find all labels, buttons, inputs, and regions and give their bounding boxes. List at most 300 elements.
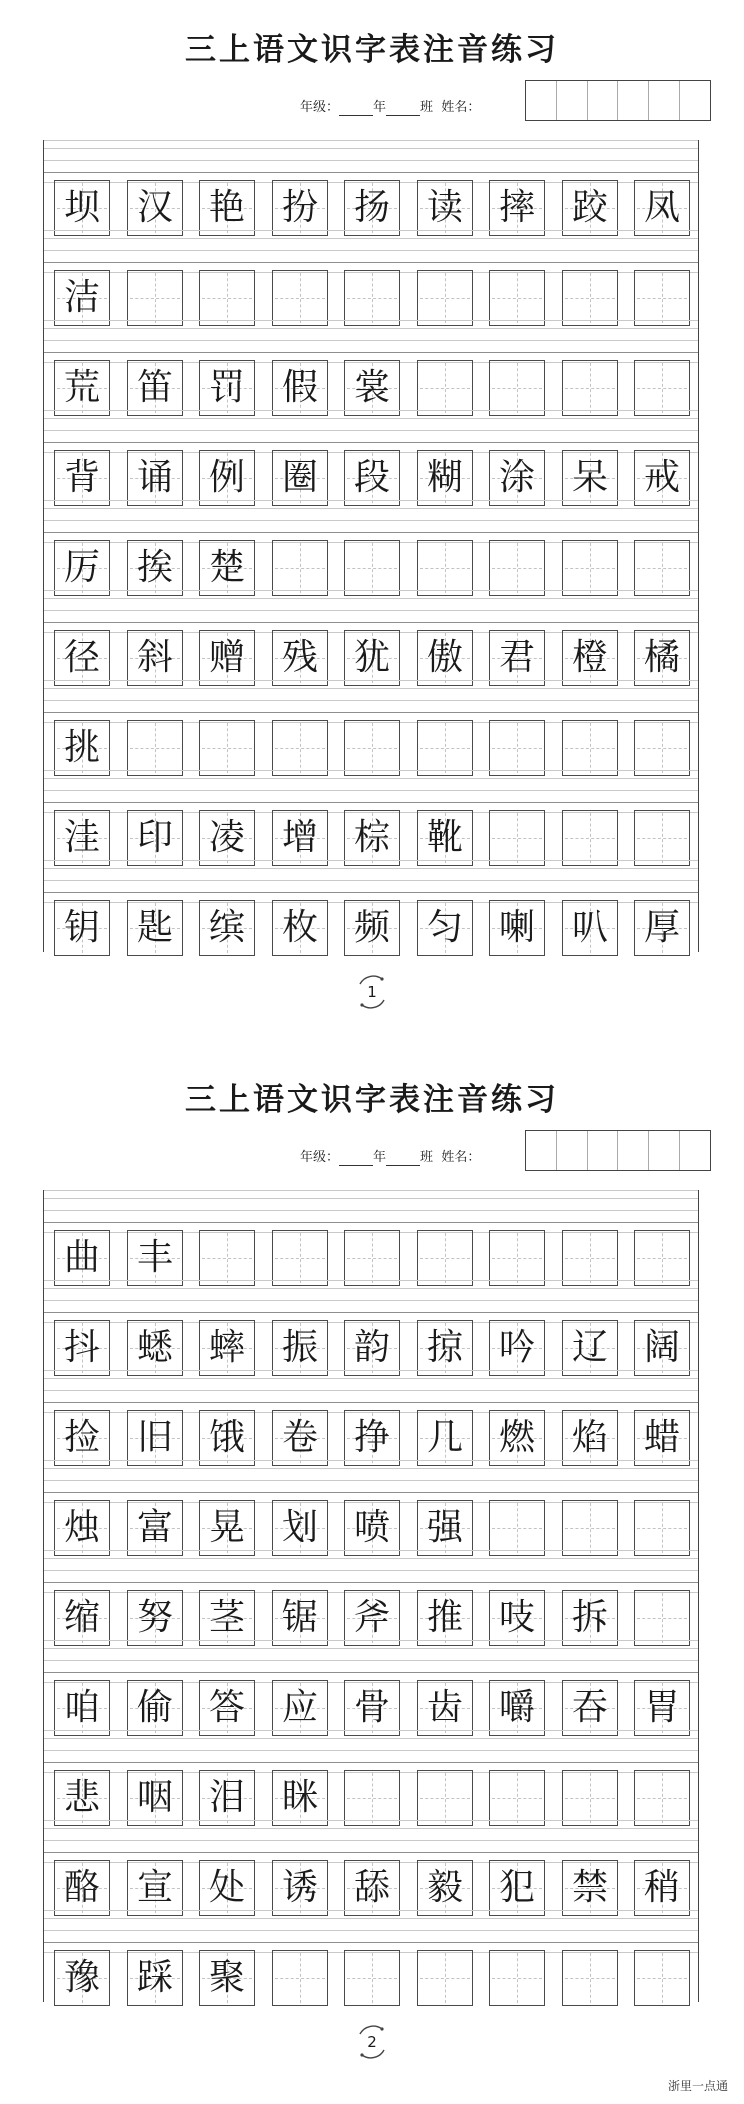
empty-character-cell[interactable] <box>562 270 618 326</box>
hanzi-character: 毅 <box>426 1867 463 1908</box>
hanzi-character: 叭 <box>571 907 608 948</box>
empty-character-cell[interactable] <box>489 1950 545 2006</box>
hanzi-character: 匀 <box>426 907 463 948</box>
pinyin-line <box>44 622 698 623</box>
hanzi-character: 凌 <box>208 817 245 858</box>
pinyin-line <box>44 1762 698 1763</box>
character-cell[interactable] <box>634 630 690 686</box>
name-box-cell[interactable] <box>588 1131 619 1170</box>
pinyin-line <box>44 1820 698 1821</box>
empty-character-cell[interactable] <box>489 1230 545 1286</box>
character-cell[interactable] <box>272 1680 328 1736</box>
character-cell[interactable] <box>489 1860 545 1916</box>
character-cell[interactable] <box>54 720 110 776</box>
pinyin-line <box>44 1190 698 1191</box>
pinyin-lines[interactable] <box>44 1730 698 1772</box>
character-cell[interactable] <box>54 270 110 326</box>
empty-character-cell[interactable] <box>562 1770 618 1826</box>
empty-character-cell[interactable] <box>562 1950 618 2006</box>
hanzi-character: 禁 <box>571 1867 608 1908</box>
pinyin-lines[interactable] <box>44 1460 698 1502</box>
pinyin-lines[interactable] <box>44 1370 698 1412</box>
character-cell[interactable] <box>54 1230 110 1286</box>
empty-character-cell[interactable] <box>562 360 618 416</box>
character-cell[interactable] <box>54 540 110 596</box>
character-cell[interactable] <box>489 630 545 686</box>
character-cell[interactable] <box>127 810 183 866</box>
character-cell[interactable] <box>54 1950 110 2006</box>
hanzi-character: 蜡 <box>643 1417 680 1458</box>
empty-character-cell[interactable] <box>272 720 328 776</box>
character-cell[interactable] <box>562 1860 618 1916</box>
empty-character-cell[interactable] <box>562 1230 618 1286</box>
tian-grid-horizontal <box>492 838 542 839</box>
empty-character-cell[interactable] <box>489 540 545 596</box>
character-cell[interactable] <box>199 1950 255 2006</box>
hanzi-character: 处 <box>208 1867 245 1908</box>
empty-character-cell[interactable] <box>127 270 183 326</box>
hanzi-character: 韵 <box>353 1327 390 1368</box>
character-cell[interactable] <box>562 450 618 506</box>
hanzi-character: 悲 <box>63 1777 100 1818</box>
empty-character-cell[interactable] <box>489 270 545 326</box>
character-cell[interactable] <box>54 1500 110 1556</box>
character-cell[interactable] <box>417 900 473 956</box>
empty-character-cell[interactable] <box>417 1230 473 1286</box>
empty-character-cell[interactable] <box>199 270 255 326</box>
empty-character-cell[interactable] <box>272 540 328 596</box>
character-cell[interactable] <box>489 1590 545 1646</box>
hanzi-character: 富 <box>136 1507 173 1548</box>
character-cell[interactable] <box>634 180 690 236</box>
character-cell[interactable] <box>127 180 183 236</box>
empty-character-cell[interactable] <box>634 1770 690 1826</box>
tian-grid-horizontal <box>492 1978 542 1979</box>
page-title: 三上语文识字表注音练习 <box>185 1082 559 1118</box>
empty-character-cell[interactable] <box>634 270 690 326</box>
hanzi-character: 洼 <box>63 817 100 858</box>
hanzi-character: 晃 <box>208 1507 245 1548</box>
tian-grid-horizontal <box>637 1798 687 1799</box>
pinyin-line <box>44 892 698 893</box>
character-cell[interactable] <box>417 450 473 506</box>
character-cell[interactable] <box>634 1860 690 1916</box>
character-row <box>54 360 690 416</box>
pinyin-line <box>44 1300 698 1301</box>
pinyin-line <box>44 1402 698 1403</box>
empty-character-cell[interactable] <box>417 720 473 776</box>
character-cell[interactable] <box>272 360 328 416</box>
character-cell[interactable] <box>634 1680 690 1736</box>
class-label: 班 <box>420 100 434 115</box>
hanzi-character: 几 <box>426 1417 463 1458</box>
hanzi-character: 茎 <box>208 1597 245 1638</box>
empty-character-cell[interactable] <box>634 360 690 416</box>
grade-blank[interactable] <box>339 102 373 116</box>
empty-character-cell[interactable] <box>489 360 545 416</box>
character-cell[interactable] <box>417 1500 473 1556</box>
pinyin-lines[interactable] <box>44 1910 698 1952</box>
pinyin-line <box>44 770 698 771</box>
pinyin-lines[interactable] <box>44 410 698 452</box>
empty-character-cell[interactable] <box>199 720 255 776</box>
character-cell[interactable] <box>562 1320 618 1376</box>
character-cell[interactable] <box>199 810 255 866</box>
character-cell[interactable] <box>199 630 255 686</box>
empty-character-cell[interactable] <box>417 360 473 416</box>
hanzi-character: 踩 <box>136 1957 173 1998</box>
name-box-cell[interactable] <box>588 81 619 120</box>
pinyin-line <box>44 340 698 341</box>
character-cell[interactable] <box>127 1770 183 1826</box>
hanzi-character: 齿 <box>426 1687 463 1728</box>
character-cell[interactable] <box>127 900 183 956</box>
class-blank[interactable] <box>386 1152 420 1166</box>
tian-grid-horizontal <box>202 748 252 749</box>
pinyin-lines[interactable] <box>44 320 698 362</box>
character-cell[interactable] <box>127 1500 183 1556</box>
tian-grid-horizontal <box>347 748 397 749</box>
character-cell[interactable] <box>562 180 618 236</box>
character-cell[interactable] <box>634 1410 690 1466</box>
pinyin-lines[interactable] <box>44 140 698 182</box>
tian-grid-horizontal <box>347 1258 397 1259</box>
character-cell[interactable] <box>272 180 328 236</box>
pinyin-line <box>44 508 698 509</box>
character-cell[interactable] <box>54 1320 110 1376</box>
empty-character-cell[interactable] <box>634 540 690 596</box>
empty-character-cell[interactable] <box>634 1230 690 1286</box>
hanzi-character: 君 <box>498 637 535 678</box>
character-cell[interactable] <box>562 900 618 956</box>
hanzi-character: 罚 <box>208 367 245 408</box>
character-cell[interactable] <box>199 180 255 236</box>
empty-character-cell[interactable] <box>344 270 400 326</box>
character-row <box>54 1500 690 1556</box>
character-cell[interactable] <box>417 1590 473 1646</box>
character-row <box>54 270 690 326</box>
character-cell[interactable] <box>127 1230 183 1286</box>
year-label: 年 <box>373 1150 387 1165</box>
class-blank[interactable] <box>386 102 420 116</box>
character-cell[interactable] <box>272 450 328 506</box>
character-cell[interactable] <box>199 1590 255 1646</box>
character-cell[interactable] <box>272 810 328 866</box>
name-box-cell[interactable] <box>557 1131 588 1170</box>
name-box-cell[interactable] <box>526 1131 557 1170</box>
page-number-badge <box>352 972 392 1012</box>
writing-grid <box>43 1190 699 2002</box>
character-cell[interactable] <box>199 540 255 596</box>
tian-grid-horizontal <box>492 748 542 749</box>
empty-character-cell[interactable] <box>634 1590 690 1646</box>
year-label: 年 <box>373 100 387 115</box>
character-cell[interactable] <box>127 630 183 686</box>
pinyin-line <box>44 1582 698 1583</box>
pinyin-line <box>44 1492 698 1493</box>
hanzi-character: 骨 <box>353 1687 390 1728</box>
character-cell[interactable] <box>417 1410 473 1466</box>
pinyin-lines[interactable] <box>44 1280 698 1322</box>
character-cell[interactable] <box>199 360 255 416</box>
empty-character-cell[interactable] <box>562 540 618 596</box>
character-cell[interactable] <box>54 1860 110 1916</box>
empty-character-cell[interactable] <box>344 1230 400 1286</box>
character-cell[interactable] <box>417 1860 473 1916</box>
name-box-cell[interactable] <box>680 1131 710 1170</box>
empty-character-cell[interactable] <box>127 720 183 776</box>
character-cell[interactable] <box>127 1410 183 1466</box>
name-label: 姓名： <box>441 100 481 115</box>
empty-character-cell[interactable] <box>489 720 545 776</box>
character-cell[interactable] <box>417 1680 473 1736</box>
name-writing-boxes[interactable] <box>525 1130 711 1171</box>
character-row <box>54 1320 690 1376</box>
character-cell[interactable] <box>562 1590 618 1646</box>
hanzi-character: 阔 <box>643 1327 680 1368</box>
character-cell[interactable] <box>127 450 183 506</box>
empty-character-cell[interactable] <box>562 1500 618 1556</box>
character-cell[interactable] <box>344 450 400 506</box>
hanzi-character: 傲 <box>426 637 463 678</box>
character-cell[interactable] <box>344 1410 400 1466</box>
character-cell[interactable] <box>344 1320 400 1376</box>
character-cell[interactable] <box>634 1320 690 1376</box>
name-box-cell[interactable] <box>526 81 557 120</box>
pinyin-line <box>44 860 698 861</box>
empty-character-cell[interactable] <box>272 270 328 326</box>
empty-character-cell[interactable] <box>417 540 473 596</box>
empty-character-cell[interactable] <box>489 810 545 866</box>
hanzi-character: 橙 <box>571 637 608 678</box>
character-cell[interactable] <box>489 1680 545 1736</box>
hanzi-character: 赠 <box>208 637 245 678</box>
tian-grid-horizontal <box>637 568 687 569</box>
hanzi-character: 喷 <box>353 1507 390 1548</box>
student-info-line <box>300 1150 480 1166</box>
name-box-cell[interactable] <box>680 81 710 120</box>
character-cell[interactable] <box>344 360 400 416</box>
character-cell[interactable] <box>199 1860 255 1916</box>
hanzi-character: 增 <box>281 817 318 858</box>
pinyin-lines[interactable] <box>44 1190 698 1232</box>
character-cell[interactable] <box>489 1320 545 1376</box>
character-cell[interactable] <box>54 450 110 506</box>
hanzi-character: 棕 <box>353 817 390 858</box>
pinyin-line <box>44 1910 698 1911</box>
hanzi-character: 拆 <box>571 1597 608 1638</box>
hanzi-character: 艳 <box>208 187 245 228</box>
pinyin-lines[interactable] <box>44 1550 698 1592</box>
empty-character-cell[interactable] <box>344 720 400 776</box>
pinyin-line <box>44 1390 698 1391</box>
character-row <box>54 1950 690 2006</box>
character-cell[interactable] <box>199 1770 255 1826</box>
character-cell[interactable] <box>344 1590 400 1646</box>
name-box-cell[interactable] <box>649 81 680 120</box>
pinyin-line <box>44 1460 698 1461</box>
character-cell[interactable] <box>199 1500 255 1556</box>
pinyin-lines[interactable] <box>44 590 698 632</box>
character-cell[interactable] <box>344 1680 400 1736</box>
hanzi-character: 犹 <box>353 637 390 678</box>
character-cell[interactable] <box>489 900 545 956</box>
empty-character-cell[interactable] <box>489 1500 545 1556</box>
character-cell[interactable] <box>54 360 110 416</box>
character-cell[interactable] <box>127 1680 183 1736</box>
pinyin-line <box>44 1738 698 1739</box>
empty-character-cell[interactable] <box>417 270 473 326</box>
empty-character-cell[interactable] <box>199 1230 255 1286</box>
character-cell[interactable] <box>54 810 110 866</box>
character-cell[interactable] <box>54 900 110 956</box>
character-cell[interactable] <box>127 540 183 596</box>
character-cell[interactable] <box>54 1590 110 1646</box>
name-box-cell[interactable] <box>618 81 649 120</box>
character-cell[interactable] <box>344 900 400 956</box>
character-cell[interactable] <box>199 900 255 956</box>
name-box-cell[interactable] <box>618 1131 649 1170</box>
character-cell[interactable] <box>54 1410 110 1466</box>
hanzi-character: 曲 <box>63 1237 100 1278</box>
tian-grid-horizontal <box>565 838 615 839</box>
character-cell[interactable] <box>634 450 690 506</box>
character-cell[interactable] <box>489 180 545 236</box>
empty-character-cell[interactable] <box>634 1950 690 2006</box>
character-cell[interactable] <box>417 180 473 236</box>
character-row <box>54 900 690 956</box>
tian-grid-horizontal <box>130 748 180 749</box>
grade-blank[interactable] <box>339 1152 373 1166</box>
pinyin-line <box>44 1312 698 1313</box>
character-cell[interactable] <box>199 1680 255 1736</box>
tian-grid-horizontal <box>637 1618 687 1619</box>
empty-character-cell[interactable] <box>562 720 618 776</box>
character-cell[interactable] <box>344 1500 400 1556</box>
pinyin-lines[interactable] <box>44 770 698 812</box>
pinyin-line <box>44 1550 698 1551</box>
empty-character-cell[interactable] <box>272 1950 328 2006</box>
hanzi-character: 凤 <box>643 187 680 228</box>
pinyin-line <box>44 160 698 161</box>
character-row <box>54 720 690 776</box>
pinyin-line <box>44 442 698 443</box>
empty-character-cell[interactable] <box>344 540 400 596</box>
footer-watermark: 浙里一点通 <box>667 2079 728 2093</box>
writing-grid <box>43 140 699 952</box>
character-cell[interactable] <box>272 1590 328 1646</box>
hanzi-character: 辽 <box>571 1327 608 1368</box>
empty-character-cell[interactable] <box>344 1950 400 2006</box>
hanzi-character: 蟋 <box>136 1327 173 1368</box>
empty-character-cell[interactable] <box>489 1770 545 1826</box>
hanzi-character: 舔 <box>353 1867 390 1908</box>
tian-grid-horizontal <box>202 1258 252 1259</box>
character-cell[interactable] <box>489 450 545 506</box>
character-cell[interactable] <box>272 900 328 956</box>
pinyin-line <box>44 778 698 779</box>
hanzi-character: 匙 <box>136 907 173 948</box>
pinyin-line <box>44 230 698 231</box>
name-box-cell[interactable] <box>557 81 588 120</box>
pinyin-lines[interactable] <box>44 230 698 272</box>
empty-character-cell[interactable] <box>634 810 690 866</box>
empty-character-cell[interactable] <box>417 1950 473 2006</box>
pinyin-line <box>44 238 698 239</box>
character-cell[interactable] <box>54 1770 110 1826</box>
tian-grid-horizontal <box>420 1978 470 1979</box>
pinyin-lines[interactable] <box>44 500 698 542</box>
pinyin-line <box>44 712 698 713</box>
empty-character-cell[interactable] <box>344 1770 400 1826</box>
pinyin-line <box>44 1480 698 1481</box>
character-cell[interactable] <box>417 810 473 866</box>
pinyin-line <box>44 520 698 521</box>
character-cell[interactable] <box>344 180 400 236</box>
character-cell[interactable] <box>489 1410 545 1466</box>
character-cell[interactable] <box>199 1410 255 1466</box>
character-cell[interactable] <box>272 1500 328 1556</box>
pinyin-line <box>44 1672 698 1673</box>
character-cell[interactable] <box>562 1410 618 1466</box>
character-cell[interactable] <box>344 1860 400 1916</box>
character-cell[interactable] <box>272 1770 328 1826</box>
character-cell[interactable] <box>562 1680 618 1736</box>
empty-character-cell[interactable] <box>634 1500 690 1556</box>
character-cell[interactable] <box>199 1320 255 1376</box>
pinyin-lines[interactable] <box>44 1820 698 1862</box>
tian-grid-horizontal <box>565 1798 615 1799</box>
character-cell[interactable] <box>54 180 110 236</box>
tian-grid-horizontal <box>492 568 542 569</box>
empty-character-cell[interactable] <box>272 1230 328 1286</box>
hanzi-character: 强 <box>426 1507 463 1548</box>
empty-character-cell[interactable] <box>417 1770 473 1826</box>
character-cell[interactable] <box>344 630 400 686</box>
character-cell[interactable] <box>127 1320 183 1376</box>
character-cell[interactable] <box>272 1860 328 1916</box>
pinyin-lines[interactable] <box>44 860 698 902</box>
name-writing-boxes[interactable] <box>525 80 711 121</box>
hanzi-character: 嚼 <box>498 1687 535 1728</box>
character-cell[interactable] <box>272 1410 328 1466</box>
empty-character-cell[interactable] <box>634 720 690 776</box>
character-cell[interactable] <box>127 1590 183 1646</box>
hanzi-character: 咱 <box>63 1687 100 1728</box>
character-cell[interactable] <box>417 1320 473 1376</box>
character-cell[interactable] <box>54 630 110 686</box>
character-cell[interactable] <box>272 1320 328 1376</box>
character-cell[interactable] <box>199 450 255 506</box>
character-cell[interactable] <box>344 810 400 866</box>
name-box-cell[interactable] <box>649 1131 680 1170</box>
character-cell[interactable] <box>562 630 618 686</box>
pinyin-lines[interactable] <box>44 1640 698 1682</box>
character-cell[interactable] <box>417 630 473 686</box>
character-cell[interactable] <box>127 1860 183 1916</box>
empty-character-cell[interactable] <box>562 810 618 866</box>
character-cell[interactable] <box>634 900 690 956</box>
character-cell[interactable] <box>127 360 183 416</box>
hanzi-character: 扮 <box>281 187 318 228</box>
character-cell[interactable] <box>272 630 328 686</box>
tian-grid-horizontal <box>492 298 542 299</box>
pinyin-lines[interactable] <box>44 680 698 722</box>
character-cell[interactable] <box>127 1950 183 2006</box>
character-cell[interactable] <box>54 1680 110 1736</box>
hanzi-character: 段 <box>353 457 390 498</box>
tian-grid-horizontal <box>275 1978 325 1979</box>
